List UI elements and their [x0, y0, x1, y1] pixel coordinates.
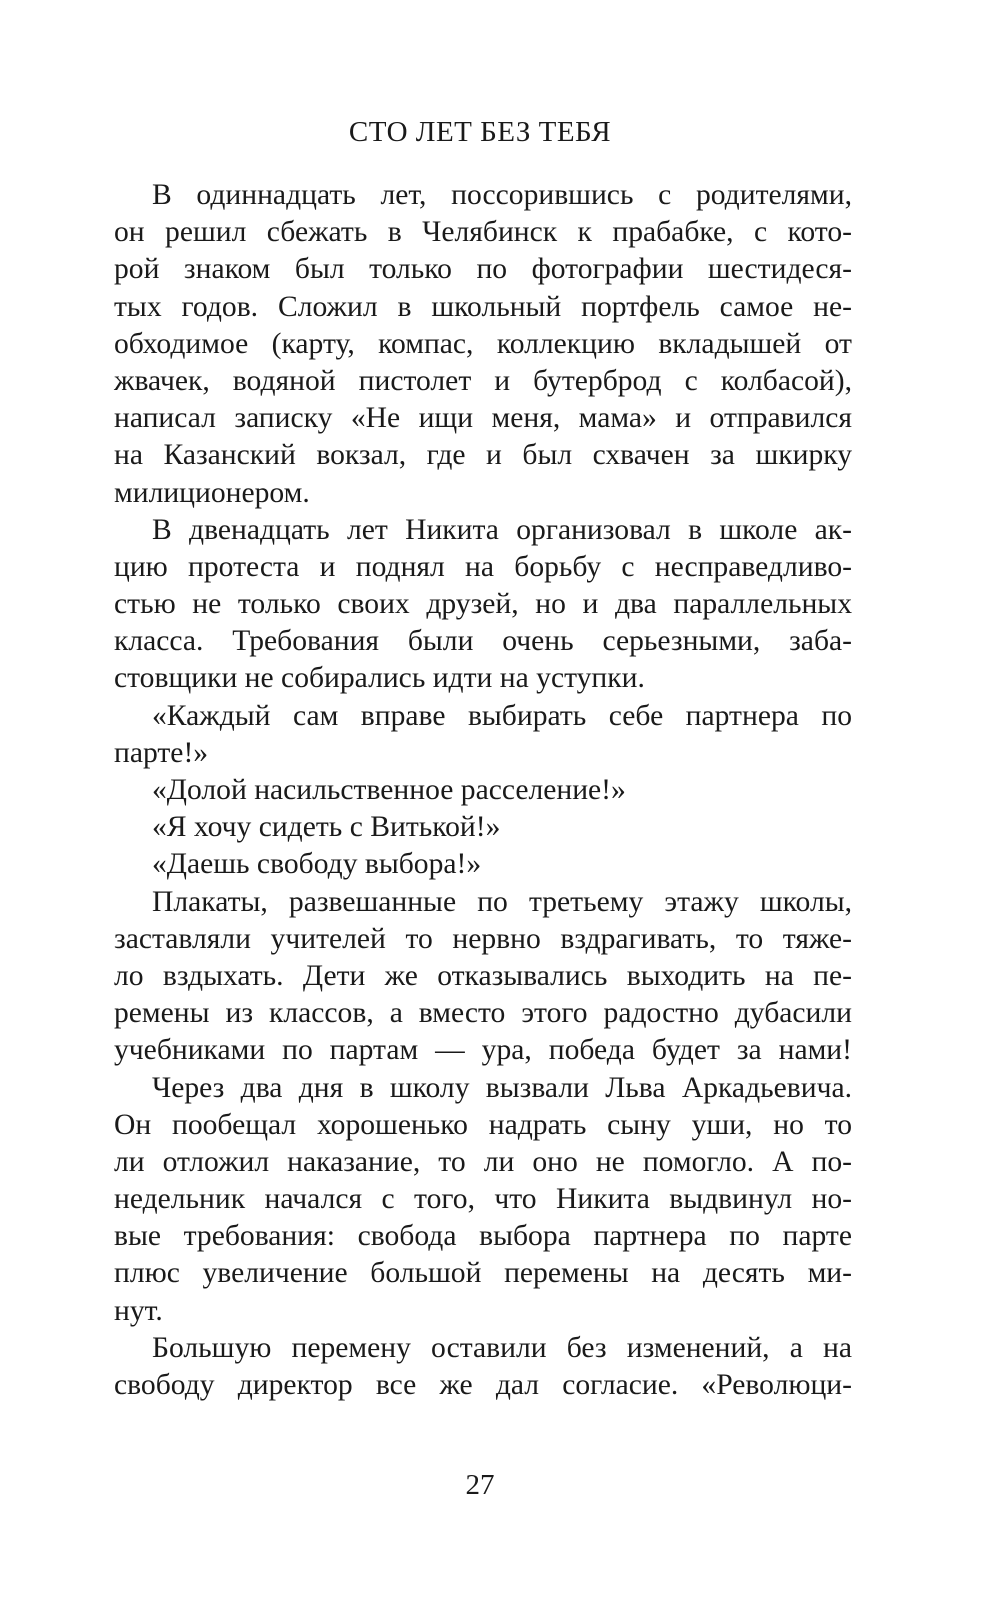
running-head: СТО ЛЕТ БЕЗ ТЕБЯ	[348, 116, 612, 148]
text-line: «Каждый сам вправе выбирать себе партнера по	[152, 699, 852, 732]
text-line: ли отложил наказание, то ли оно не помогло. А по-	[114, 1145, 852, 1178]
page-number: 27	[465, 1469, 495, 1501]
body-text	[114, 177, 852, 1404]
text-line: «Даешь свободу выбора!»	[152, 848, 482, 881]
text-line: недельник начался с того, что Никита выдвинул но-	[114, 1183, 852, 1216]
text-line: В двенадцать лет Никита организовал в школе ак-	[152, 513, 852, 546]
text-line: плюс увеличение большой перемены на десять ми-	[114, 1257, 852, 1290]
text-line: Через два дня в школу вызвали Льва Аркадьевича.	[152, 1071, 852, 1104]
text-line: рой знаком был только по фотографии шестидеся-	[114, 253, 852, 286]
text-line: вые требования: свобода выбора партнера по парте	[114, 1220, 852, 1253]
text-line: «Я хочу сидеть с Витькой!»	[152, 811, 501, 844]
text-line: Плакаты, развешанные по третьему этажу школы,	[152, 885, 852, 918]
text-line: жвачек, водяной пистолет и бутерброд с колбасой),	[114, 364, 852, 397]
text-line: цию протеста и поднял на борьбу с несправедливо-	[114, 550, 852, 583]
text-line: В одиннадцать лет, поссорившись с родителями,	[152, 179, 852, 211]
text-line: свободу директор все же дал согласие. «Революци-	[114, 1369, 852, 1401]
text-line: стовщики не собирались идти на уступки.	[114, 662, 645, 695]
text-line: стью не только своих друзей, но и два параллельных	[114, 588, 852, 621]
text-line: парте!»	[114, 736, 209, 769]
text-line: Большую перемену оставили без изменений, а на	[152, 1331, 852, 1364]
text-line: тых годов. Сложил в школьный портфель самое не-	[114, 290, 852, 323]
text-line: написал записку «Не ищи меня, мама» и отправился	[114, 402, 852, 435]
text-line: «Долой насильственное расселение!»	[152, 774, 626, 806]
text-line: класса. Требования были очень серьезными, заба-	[114, 625, 852, 658]
text-line: учебниками по партам — ура, победа будет за нами!	[114, 1034, 852, 1067]
text-line: он решил сбежать в Челябинск к прабабке, с кото-	[114, 216, 852, 249]
text-line: ло вздыхать. Дети же отказывались выходить на пе-	[114, 959, 852, 992]
text-line: нут.	[114, 1294, 163, 1327]
text-line: Он пообещал хорошенько надрать сыну уши, но то	[114, 1108, 852, 1141]
text-line: обходимое (карту, компас, коллекцию вкладышей от	[114, 327, 852, 360]
text-line: милиционером.	[114, 476, 310, 509]
text-line: заставляли учителей то нервно вздрагивать, то тяже-	[114, 922, 852, 955]
text-line: на Казанский вокзал, где и был схвачен за шкирку	[114, 439, 852, 472]
text-line: ремены из классов, а вместо этого радостно дубасили	[114, 997, 852, 1030]
